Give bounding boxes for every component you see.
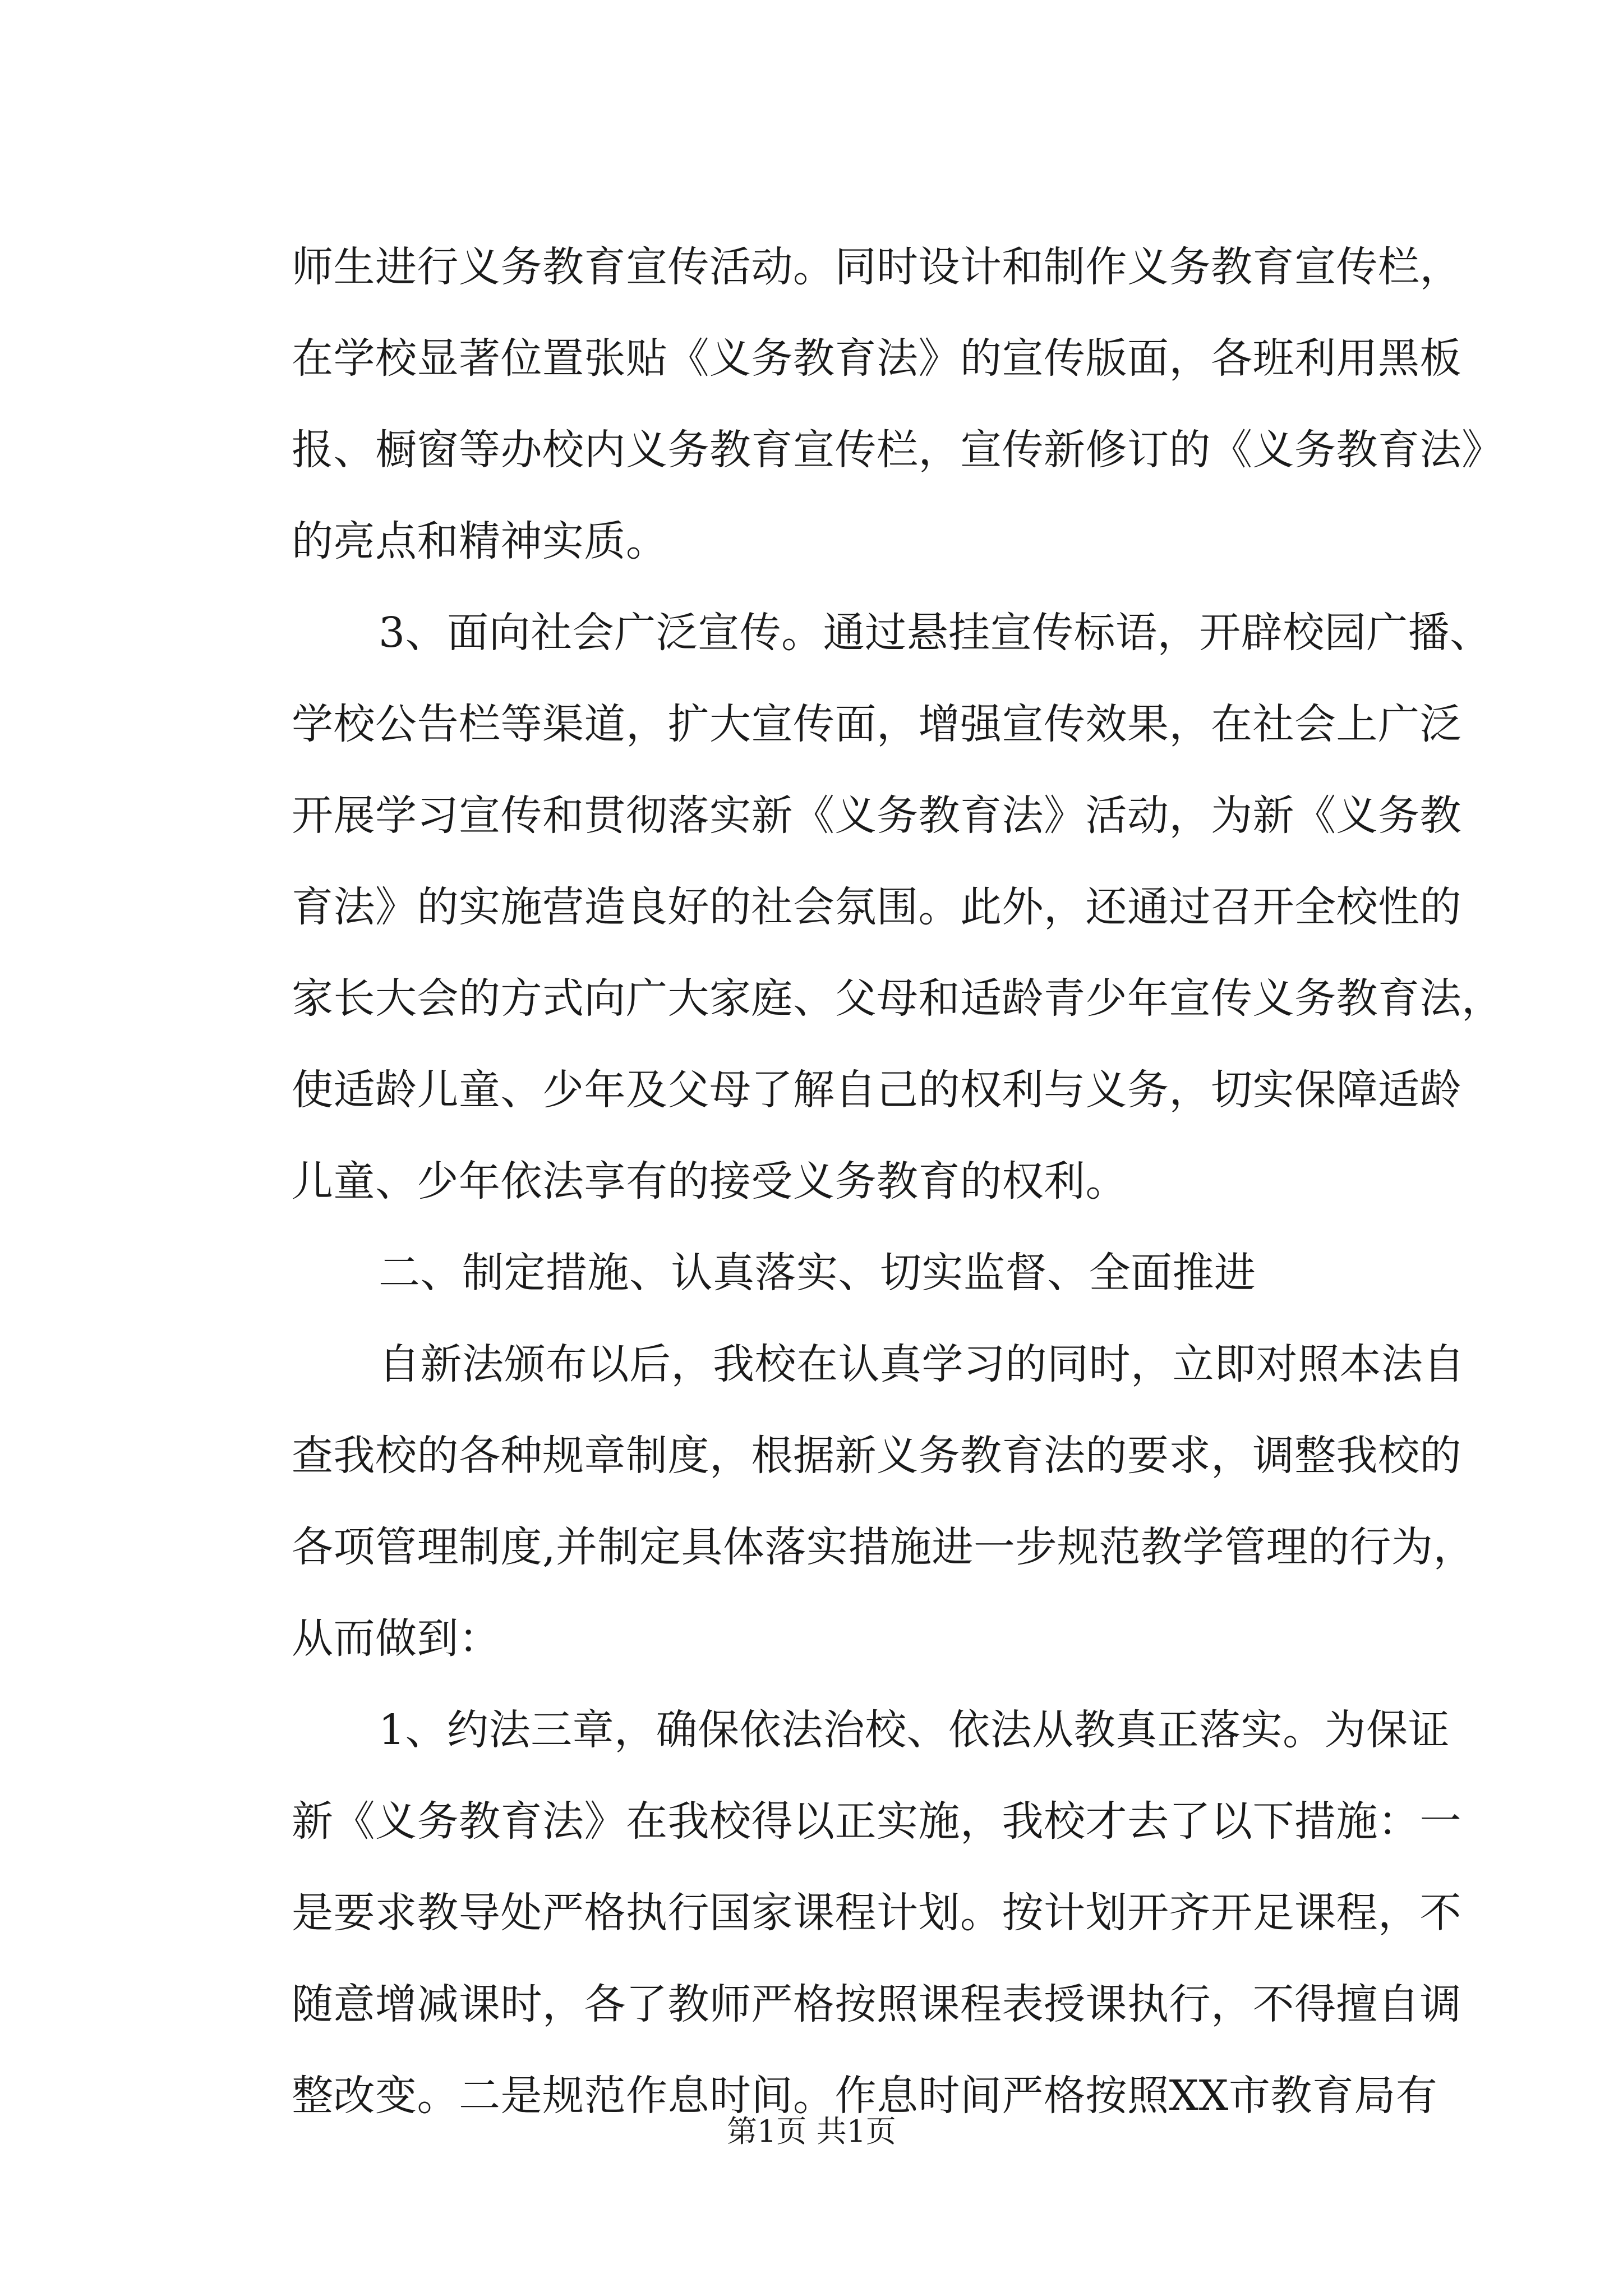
text-line: 育法》的实施营造良好的社会氛围。此外，还通过召开全校性的 xyxy=(292,883,1461,931)
text-line: 从而做到： xyxy=(292,1614,501,1663)
section-heading: 二、制定措施、认真落实、切实监督、全面推进 xyxy=(379,1249,1256,1297)
text-line: 使适龄儿童、少年及父母了解自己的权利与义务，切实保障适龄 xyxy=(292,1066,1461,1114)
text-line: 新《义务教育法》在我校得以正实施，我校才去了以下措施：一 xyxy=(292,1797,1461,1846)
text-line: 是要求教导处严格执行国家课程计划。按计划开齐开足课程，不 xyxy=(292,1889,1461,1937)
page-number-footer: 第1页 共1页 xyxy=(727,2114,896,2149)
text-line: 报、橱窗等办校内义务教育宣传栏，宣传新修订的《义务教育法》 xyxy=(292,426,1504,474)
text-line: 3、面向社会广泛宣传。通过悬挂宣传标语，开辟校园广播、 xyxy=(379,609,1492,657)
text-line: 的亮点和精神实质。 xyxy=(292,517,668,565)
text-line: 儿童、少年依法享有的接受义务教育的权利。 xyxy=(292,1157,1127,1205)
text-line: 整改变。二是规范作息时间。作息时间严格按照XX市教育局有 xyxy=(292,2072,1438,2120)
text-line: 1、约法三章，确保依法治校、依法从教真正落实。为保证 xyxy=(379,1706,1450,1754)
text-line: 随意增减课时，各了教师严格按照课程表授课执行，不得擅自调 xyxy=(292,1980,1461,2028)
text-line: 查我校的各种规章制度，根据新义务教育法的要求，调整我校的 xyxy=(292,1432,1461,1480)
text-line: 开展学习宣传和贯彻落实新《义务教育法》活动，为新《义务教 xyxy=(292,792,1461,840)
text-line: 在学校显著位置张贴《义务教育法》的宣传版面，各班利用黑板 xyxy=(292,334,1461,383)
text-line: 家长大会的方式向广大家庭、父母和适龄青少年宣传义务教育法， xyxy=(292,974,1504,1023)
text-line: 各项管理制度,并制定具体落实措施进一步规范教学管理的行为， xyxy=(292,1523,1476,1571)
text-line: 学校公告栏等渠道，扩大宣传面，增强宣传效果，在社会上广泛 xyxy=(292,700,1461,748)
text-line: 自新法颁布以后，我校在认真学习的同时，立即对照本法自 xyxy=(379,1340,1465,1388)
document-body xyxy=(292,222,1504,2142)
text-line: 师生进行义务教育宣传活动。同时设计和制作义务教育宣传栏， xyxy=(292,243,1461,291)
